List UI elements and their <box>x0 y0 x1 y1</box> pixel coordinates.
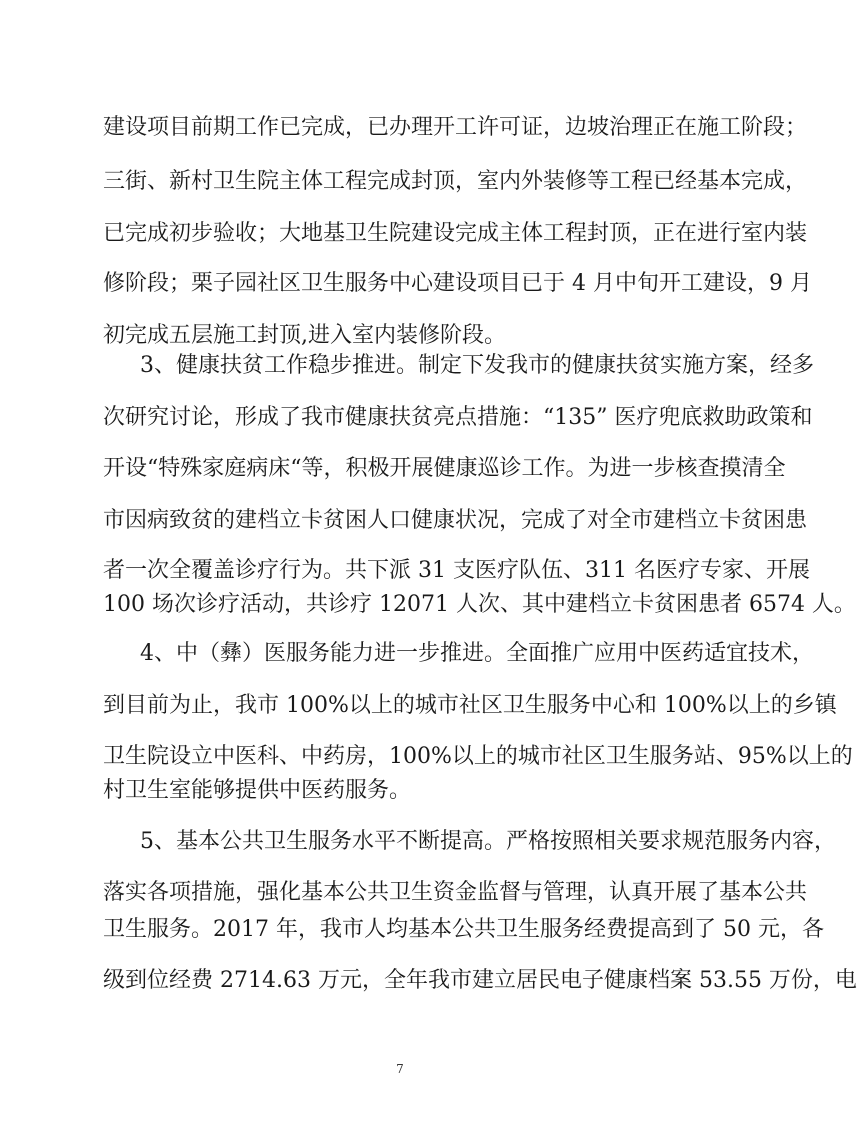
text-line: 三街、新村卫生院主体工程完成封顶，室内外装修等工程已经基本完成， <box>103 169 808 194</box>
text-line: 市因病致贫的建档立卡贫困人口健康状况，完成了对全市建档立卡贫困患 <box>103 508 808 533</box>
text-line: 建设项目前期工作已完成，已办理开工许可证，边坡治理正在施工阶段； <box>103 115 808 140</box>
text-line: 100 场次诊疗活动，共诊疗 12071 人次、其中建档立卡贫困患者 6574 人。 <box>103 592 856 617</box>
text-line: 已完成初步验收；大地基卫生院建设完成主体工程封顶，正在进行室内装 <box>103 221 808 246</box>
text-line: 修阶段；栗子园社区卫生服务中心建设项目已于 4 月中旬开工建设，9 月 <box>103 271 812 296</box>
text-line: 到目前为止，我市 100%以上的城市社区卫生服务中心和 100%以上的乡镇 <box>103 693 837 718</box>
text-line: 开设“特殊家庭病床“等，积极开展健康巡诊工作。为进一步核查摸清全 <box>103 456 786 481</box>
text-line: 者一次全覆盖诊疗行为。共下派 31 支医疗队伍、311 名医疗专家、开展 <box>103 558 810 583</box>
text-line: 落实各项措施，强化基本公共卫生资金监督与管理，认真开展了基本公共 <box>103 880 808 905</box>
text-line: 初完成五层施工封顶,进入室内装修阶段。 <box>103 323 506 348</box>
text-line: 村卫生室能够提供中医药服务。 <box>103 778 412 803</box>
section-heading-5: 5、基本公共卫生服务水平不断提高。严格按照相关要求规范服务内容， <box>140 829 836 854</box>
section-heading-4: 4、中（彝）医服务能力进一步推进。全面推广应用中医药适宜技术， <box>140 641 814 666</box>
text-line: 次研究讨论，形成了我市健康扶贫亮点措施：“135” 医疗兜底救助政策和 <box>103 405 813 430</box>
page-number: 7 <box>396 1062 404 1076</box>
text-line: 卫生服务。2017 年，我市人均基本公共卫生服务经费提高到了 50 元，各 <box>103 917 824 942</box>
text-line: 卫生院设立中医科、中药房，100%以上的城市社区卫生服务站、95%以上的 <box>103 744 853 769</box>
text-line: 级到位经费 2714.63 万元，全年我市建立居民电子健康档案 53.55 万份，电 <box>103 968 857 993</box>
section-heading-3: 3、健康扶贫工作稳步推进。制定下发我市的健康扶贫实施方案，经多 <box>140 353 814 378</box>
